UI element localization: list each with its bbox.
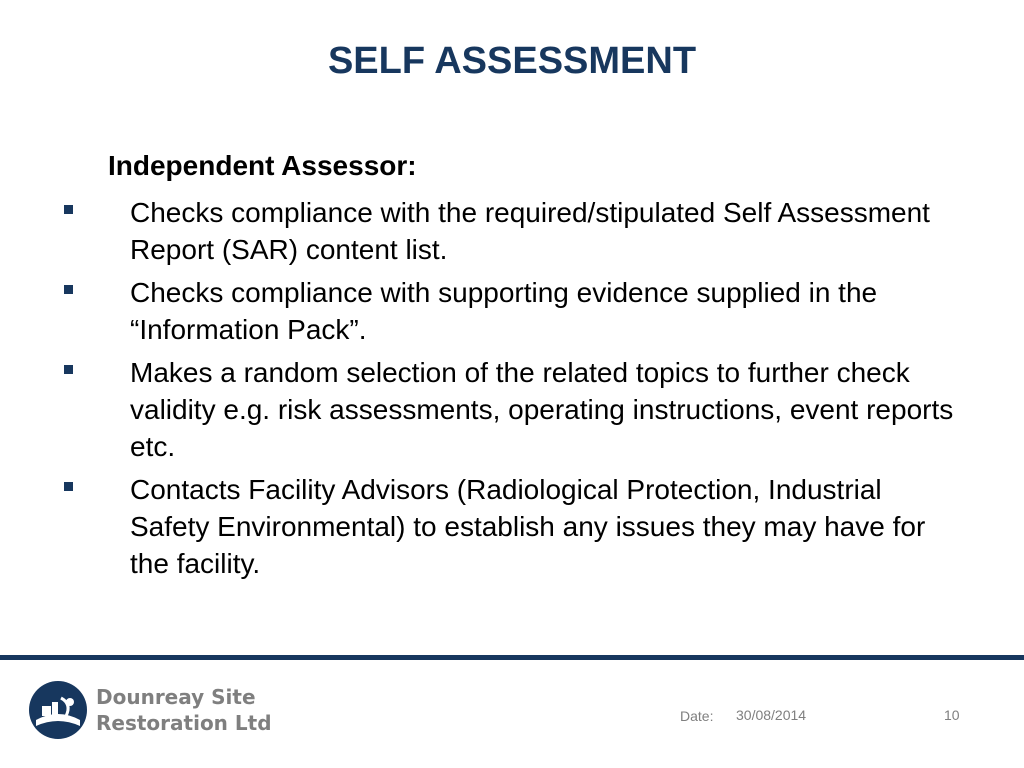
date-label: Date: (680, 708, 714, 724)
slide-title: SELF ASSESSMENT (327, 40, 697, 82)
page-number: 10 (944, 707, 960, 723)
bullet-item (0, 274, 1024, 348)
dounreay-logo-icon (28, 680, 88, 740)
logo-line-2: Restoration Ltd (96, 711, 272, 735)
square-bullet-icon (64, 482, 73, 491)
logo-line-1: Dounreay Site (96, 685, 256, 709)
bullet-item (0, 354, 1024, 465)
bullet-item (0, 194, 1024, 268)
bullet-text: Checks compliance with supporting evidence supplied in the “Information Pack”. (130, 277, 878, 345)
logo-text (96, 684, 272, 736)
bullet-list (0, 194, 1024, 588)
date-value: 30/08/2014 (736, 707, 807, 723)
square-bullet-icon (64, 285, 73, 294)
bullet-text: Contacts Facility Advisors (Radiological Protection, Industrial Safety Environmental) to establish any issues they may have for the facility. (130, 474, 926, 579)
bullet-item (0, 471, 1024, 582)
bullet-text: Makes a random selection of the related topics to further check validity e.g. risk assessments, operating instructions, event reports etc. (130, 357, 954, 462)
bullet-text: Checks compliance with the required/stipulated Self Assessment Report (SAR) content list. (130, 197, 930, 265)
company-logo (28, 676, 288, 746)
subheading: Independent Assessor: (108, 150, 417, 181)
square-bullet-icon (64, 205, 73, 214)
footer-divider (0, 655, 1024, 660)
square-bullet-icon (64, 365, 73, 374)
